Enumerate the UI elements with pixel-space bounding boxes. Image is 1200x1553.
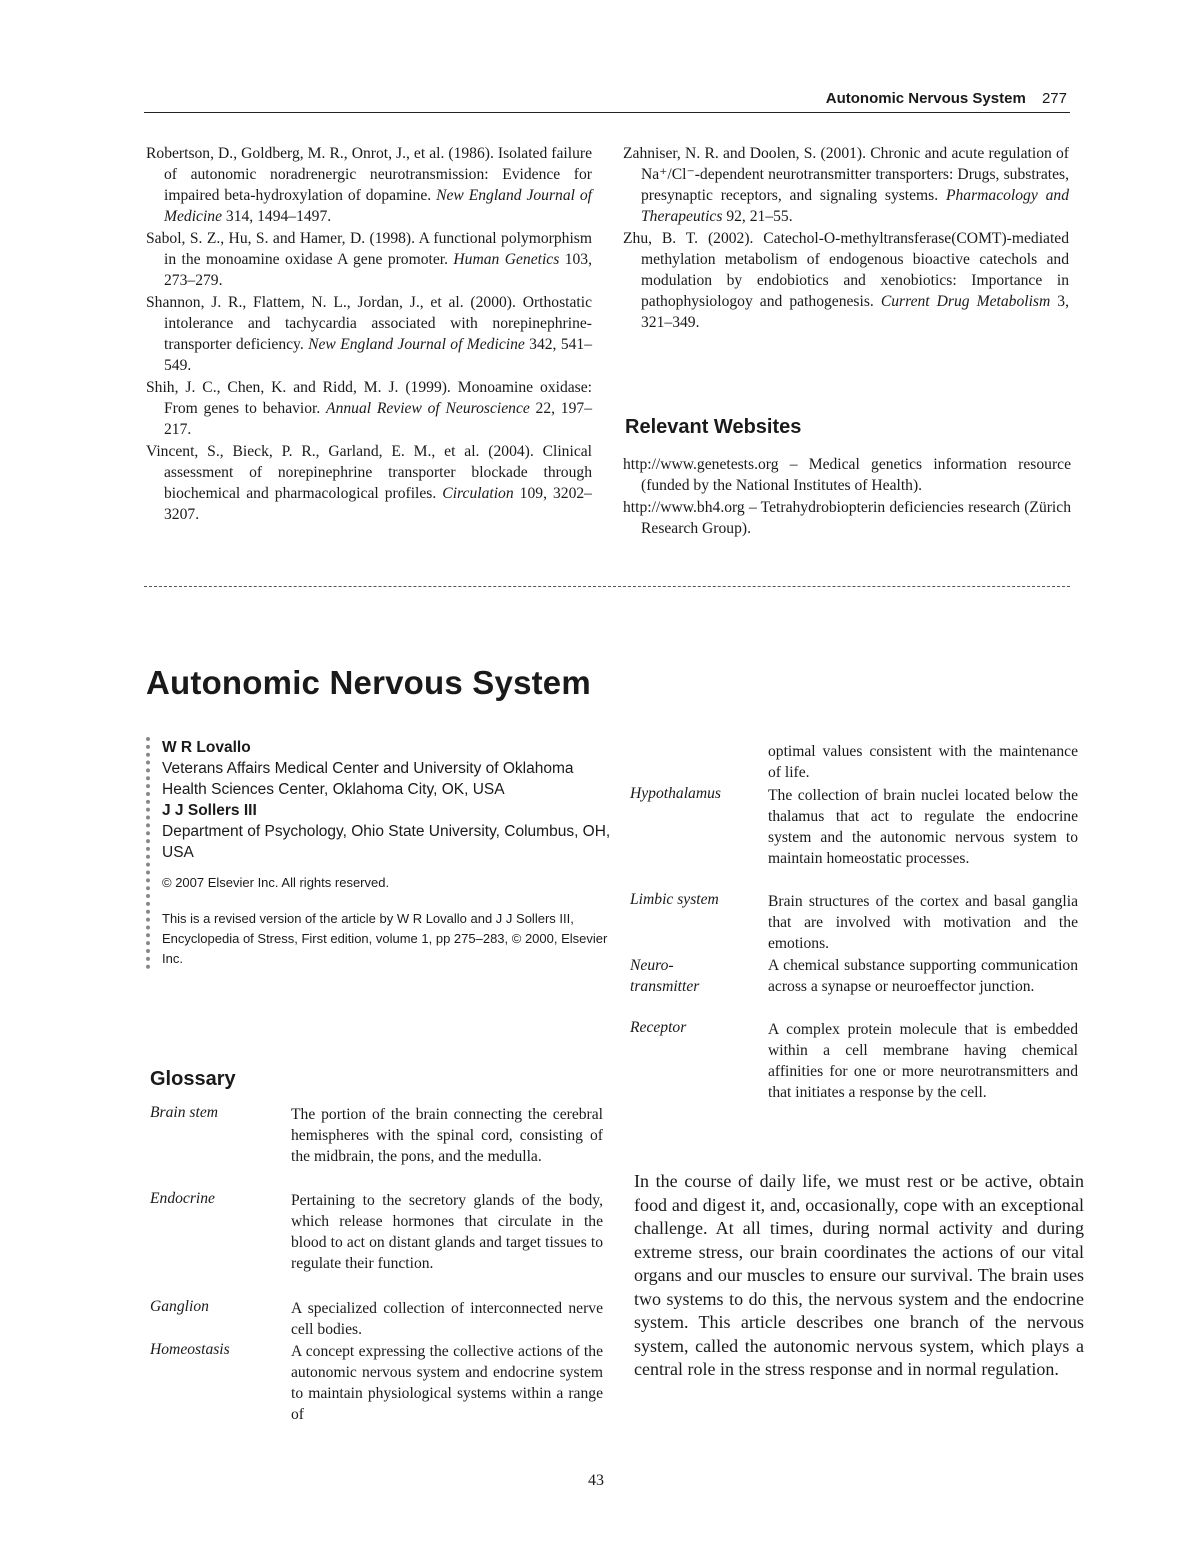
glossary-term: Endocrine [150, 1190, 215, 1207]
reference-item: Shannon, J. R., Flattem, N. L., Jordan, J., et al. (2000). Orthostatic intolerance and tachycardia associated with norepinephrine-transporter deficiency. New England Journal of Medicine 342, 541–549. [146, 294, 593, 374]
author-box [146, 737, 612, 969]
running-header [826, 90, 1067, 107]
references-right [623, 143, 1069, 334]
author-name: W R Lovallo [162, 739, 251, 756]
references-left [146, 143, 592, 526]
glossary-term: Neuro- transmitter [630, 957, 700, 995]
glossary-heading: Glossary [150, 1068, 236, 1090]
intro-paragraph: In the course of daily life, we must rest or be active, obtain food and digest it, and, occasionally, cope with an exceptional challenge. At all times, during normal activity and during extreme stress, our brain coordinates the actions of our vital organs and our muscles to ensure our survival. The brain uses two systems to do this, the nervous system and the endocrine system. This article describes one branch of the nervous system, called the autonomic nervous system, which plays a central role in the stress response and in normal regulation. [634, 1171, 1084, 1379]
glossary-term: Brain stem [150, 1104, 219, 1121]
websites-list [623, 454, 1071, 540]
websites-heading: Relevant Websites [625, 416, 802, 438]
section-divider [144, 586, 1070, 587]
glossary-definition: A concept expressing the collective actions of the autonomic nervous system and endocrine system to maintain physiological systems within a range of [291, 1343, 603, 1423]
glossary-definition: The collection of brain nuclei located below the thalamus that act to regulate the endocrine system and the autonomic nervous system to maintain homeostatic processes. [768, 787, 1078, 867]
reference-item: Zhu, B. T. (2002). Catechol-O-methyltransferase(COMT)-mediated methylation metabolism of endogenous bioactive catechols and modulation by endobiotics and xenobiotics: Importance in pathophysiologoy and pathogenesis. Current Drug Metabolism 3, 321–349. [623, 230, 1069, 331]
website-link[interactable]: http://www.genetests.org – Medical genetics information resource (funded by the National Institutes of Health). [623, 456, 1071, 494]
reference-item: Zahniser, N. R. and Doolen, S. (2001). Chronic and acute regulation of Na⁺/Cl⁻-dependent neurotransmitter transporters: Drugs, substrates, presynaptic receptors, and signaling systems. Pharmacology and Therapeutics 92, 21–55. [623, 145, 1069, 225]
glossary-definition: A complex protein molecule that is embedded within a cell membrane having chemical affinities for one or more neurotransmitters and that initiates a response by the cell. [768, 1021, 1078, 1101]
website-link[interactable]: http://www.bh4.org – Tetrahydrobiopterin deficiencies research (Zürich Research Group). [623, 499, 1071, 537]
glossary-term: Homeostasis [150, 1341, 230, 1358]
glossary-continuation: optimal values consistent with the maintenance of life. [768, 743, 1078, 781]
reference-item: Shih, J. C., Chen, K. and Ridd, M. J. (1999). Monoamine oxidase: From genes to behavior. Annual Review of Neuroscience 22, 197–217. [146, 379, 592, 438]
glossary-definition: The portion of the brain connecting the cerebral hemispheres with the spinal cord, consisting of the midbrain, the pons, and the medulla. [291, 1106, 603, 1165]
glossary-definition: A chemical substance supporting communication across a synapse or neuroeffector junction. [768, 957, 1078, 995]
author-affiliation: Department of Psychology, Ohio State University, Columbus, OH, USA [162, 823, 611, 861]
footer-page-number: 43 [588, 1472, 604, 1489]
glossary-definition: Brain structures of the cortex and basal ganglia that are involved with motivation and the emotions. [768, 893, 1078, 952]
page-number: 277 [1041, 90, 1067, 107]
header-rule [144, 112, 1070, 113]
glossary-term: Hypothalamus [630, 785, 721, 802]
reference-item: Sabol, S. Z., Hu, S. and Hamer, D. (1998). A functional polymorphism in the monoamine oxidase A gene promoter. Human Genetics 103, 273–279. [146, 230, 592, 289]
copyright: © 2007 Elsevier Inc. All rights reserved. [162, 875, 390, 890]
running-title: Autonomic Nervous System [825, 90, 1026, 107]
glossary-term: Receptor [630, 1019, 687, 1036]
revision-note: This is a revised version of the article by W R Lovallo and J J Sollers III, Encyclopedia of Stress, First edition, volume 1, pp 275–283, © 2000, Elsevier Inc. [162, 911, 608, 966]
article-title: Autonomic Nervous System [146, 664, 591, 701]
author-affiliation: Veterans Affairs Medical Center and University of Oklahoma Health Sciences Center, Oklahoma City, OK, USA [162, 760, 574, 798]
glossary-definition: A specialized collection of interconnected nerve cell bodies. [291, 1300, 603, 1338]
reference-item: Vincent, S., Bieck, P. R., Garland, E. M., et al. (2004). Clinical assessment of norepinephrine transporter blockade through biochemical and pharmacological profiles. Circulation 109, 3202–3207. [146, 443, 592, 523]
glossary-definition: Pertaining to the secretory glands of the body, which release hormones that circulate in the blood to act on distant glands and target tissues to regulate their function. [291, 1192, 603, 1272]
glossary-term: Ganglion [150, 1298, 209, 1315]
author-name: J J Sollers III [162, 802, 257, 819]
reference-item: Robertson, D., Goldberg, M. R., Onrot, J., et al. (1986). Isolated failure of autonomic noradrenergic neurotransmission: Evidence for impaired beta-hydroxylation of dopamine. New England Journal of Medicine 314, 1494–1497. [146, 145, 592, 225]
glossary-term: Limbic system [630, 891, 719, 908]
